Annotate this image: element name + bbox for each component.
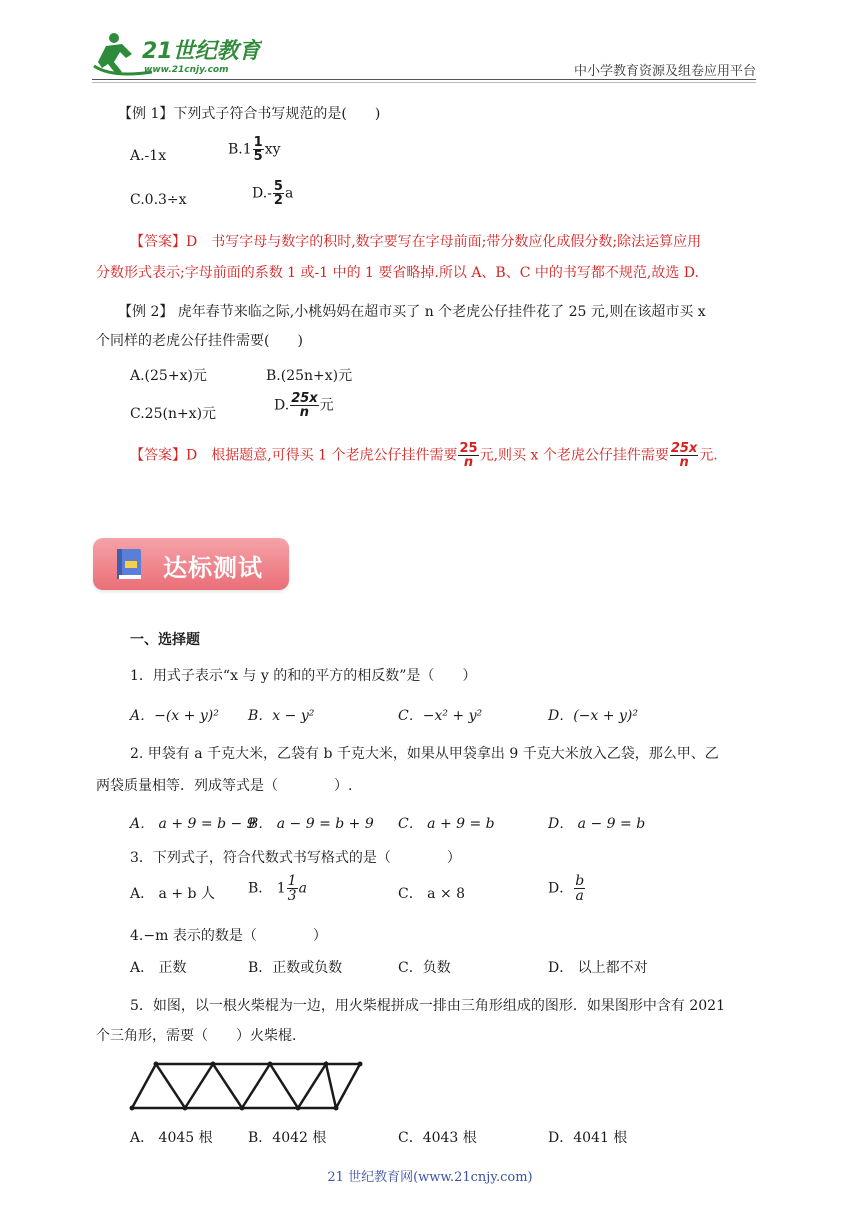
fraction: $\frac{25x}{n}$: [670, 441, 698, 470]
q3-option-a: A． a + b 人: [130, 886, 215, 902]
ex1-option-a: A.-1x: [130, 148, 167, 164]
matchstick-figure: [128, 1058, 368, 1114]
fraction: $\frac{1}{3}$: [287, 873, 297, 904]
q5-option-c: C．4043 根: [398, 1130, 477, 1146]
section-title: 一、选择题: [130, 632, 200, 648]
q4-option-b: B．正数或负数: [248, 960, 343, 976]
q3-option-d: D． $\frac{b}{a}$: [548, 873, 585, 904]
ex2-option-c: C.25(n+x)元: [130, 406, 217, 422]
ex1-option-c: C.0.3÷x: [130, 192, 187, 208]
q1-stem: 1．用式子表示“x 与 y 的和的平方的相反数”是（ ）: [130, 668, 477, 684]
page-footer: 21 世纪教育网(www.21cnjy.com): [327, 1170, 533, 1185]
logo-21cnjy: [92, 28, 262, 82]
banner-title: 达标测试: [163, 554, 263, 582]
fraction: $\frac{1}{5}$: [253, 135, 263, 164]
fraction: $\frac{25x}{n}$: [291, 391, 318, 420]
ex2-option-a: A.(25+x)元: [130, 368, 207, 384]
logo-url: www.21cnjy.com: [144, 65, 229, 75]
ex2-option-d: D. $\frac{25x}{n}$ 元: [274, 391, 334, 420]
ex1-option-d: D.- $\frac{5}{2}$ a: [252, 179, 294, 208]
q3-option-c: C． a × 8: [398, 886, 466, 902]
logo-title: 21世纪教育: [142, 39, 261, 64]
book-icon: [115, 547, 145, 581]
q4-option-d: D． 以上都不对: [548, 960, 648, 976]
q5-option-a: A． 4045 根: [130, 1130, 213, 1146]
q2-option-c: C． a + 9 = b: [398, 816, 495, 832]
fraction: $\frac{5}{2}$: [273, 179, 283, 208]
q3-option-b: B． 1 $\frac{1}{3}$ a: [248, 873, 307, 904]
platform-name: 中小学教育资源及组卷应用平台: [573, 64, 756, 79]
ex1-option-b: B.1 $\frac{1}{5}$ xy: [228, 135, 281, 164]
ex2-option-b: B.(25n+x)元: [266, 368, 353, 384]
ex2-question-line1: 【例 2】 虎年春节来临之际,小桃妈妈在超市买了 n 个老虎公仔挂件花了 25 元,则在该超市买 x: [118, 304, 706, 320]
ex2-answer: 【答案】D 根据题意,可得买 1 个老虎公仔挂件需要 $\frac{25}{n}$ 元,则买 x 个老虎公仔挂件需要 $\frac{25x}{n}$ 元.: [130, 441, 718, 470]
q1-option-a: A．−(x + y)²: [130, 708, 219, 724]
q4-option-a: A． 正数: [130, 960, 187, 976]
q2-option-b: B． a − 9 = b + 9: [248, 816, 374, 832]
q3-stem: 3．下列式子，符合代数式书写格式的是（ ）: [130, 850, 461, 866]
ex2-question-line2: 个同样的老虎公仔挂件需要( ): [96, 333, 303, 349]
q4-stem: 4.−m 表示的数是（ ）: [130, 928, 327, 944]
section-banner: [93, 538, 289, 590]
q5-option-d: D．4041 根: [548, 1130, 628, 1146]
q2-stem-line1: 2. 甲袋有 a 千克大米，乙袋有 b 千克大米，如果从甲袋拿出 9 千克大米放入乙袋，那么甲、乙: [130, 746, 719, 762]
ex1-question: 【例 1】下列式子符合书写规范的是( ): [118, 106, 381, 122]
q5-option-b: B．4042 根: [248, 1130, 327, 1146]
header-rule-thin: [92, 82, 756, 83]
fraction: $\frac{b}{a}$: [575, 873, 585, 904]
q4-option-c: C．负数: [398, 960, 451, 976]
ex1-answer-line1: 【答案】D 书写字母与数字的积时,数字要写在字母前面;带分数应化成假分数;除法运算应用: [130, 234, 702, 250]
header-rule: [92, 79, 756, 80]
q1-option-b: B．x − y²: [248, 708, 315, 724]
q1-option-d: D．(−x + y)²: [548, 708, 638, 724]
q2-option-d: D． a − 9 = b: [548, 816, 646, 832]
fraction: $\frac{25}{n}$: [459, 441, 478, 470]
q2-option-a: A． a + 9 = b − 9: [130, 816, 256, 832]
q5-stem-line1: 5．如图，以一根火柴棍为一边，用火柴棍拼成一排由三角形组成的图形．如果图形中含有 2021: [130, 998, 725, 1014]
q1-option-c: C．−x² + y²: [398, 708, 483, 724]
page-header: [0, 0, 860, 90]
q2-stem-line2: 两袋质量相等．列成等式是（ ）.: [96, 778, 353, 794]
q5-stem-line2: 个三角形，需要（ ）火柴棍．: [96, 1028, 306, 1044]
ex1-answer-line2: 分数形式表示;字母前面的系数 1 或-1 中的 1 要省略掉.所以 A、B、C 中的书写都不规范,故选 D.: [96, 265, 699, 281]
